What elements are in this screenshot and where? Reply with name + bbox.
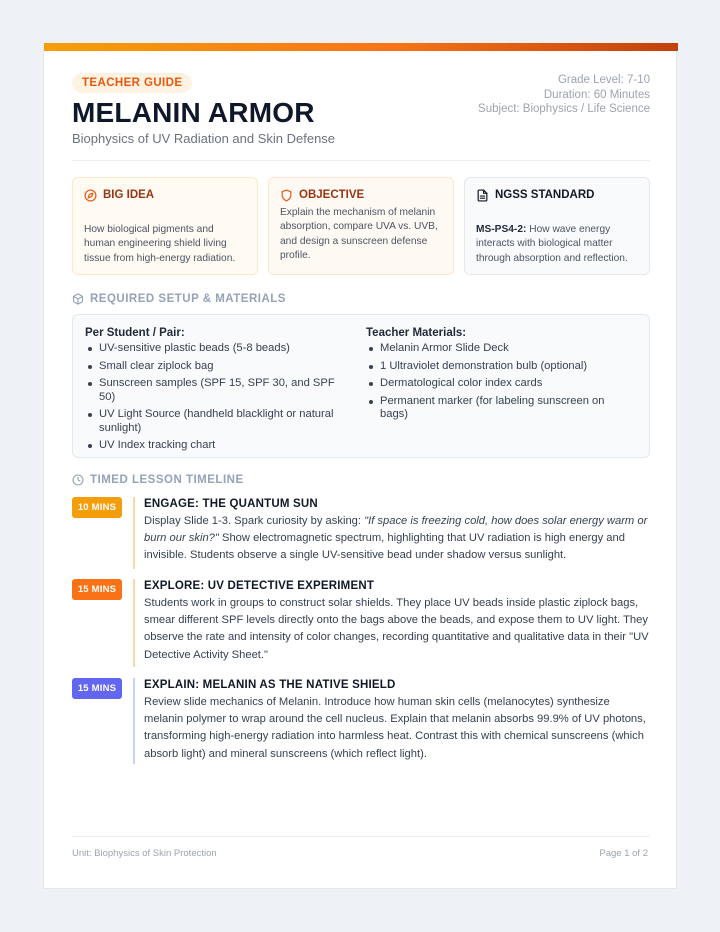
teacher-materials-heading: Teacher Materials: (366, 327, 467, 339)
big-idea-text: How biological pigments and human engineering shield living tissue from high-energy radiation. (84, 224, 236, 264)
compass-icon (84, 189, 97, 202)
ngss-code: MS-PS4-2: (476, 224, 527, 235)
timeline-section-label: TIMED LESSON TIMELINE (72, 474, 244, 486)
objective-heading: OBJECTIVE (299, 189, 365, 201)
timeline-item-explore (72, 579, 650, 667)
big-idea-heading: BIG IDEA (103, 189, 155, 201)
footer-divider (72, 836, 650, 837)
timeline-title: EXPLORE: UV DETECTIVE EXPERIMENT (144, 580, 375, 592)
document-icon (476, 189, 489, 202)
timeline-item-engage (72, 497, 650, 569)
timeline-line (133, 579, 135, 667)
ngss-card (464, 177, 650, 275)
duration-badge: 15 MINS (72, 678, 122, 699)
ngss-heading: NGSS STANDARD (495, 189, 595, 201)
grade-level: Grade Level: 7-10 (557, 74, 650, 86)
list-item: 1 Ultraviolet demonstration bulb (optional) (366, 360, 631, 374)
timeline-item-explain (72, 678, 650, 764)
shield-icon (280, 189, 293, 202)
materials-box (72, 314, 650, 458)
student-materials-heading: Per Student / Pair: (85, 327, 185, 339)
list-item: Dermatological color index cards (366, 377, 631, 391)
duration: Duration: 60 Minutes (543, 88, 650, 101)
list-item: UV Index tracking chart (85, 439, 350, 453)
timeline-text: Students work in groups to construct solar shields. They place UV beads inside plastic ziplock bags, smear different SPF levels directly onto the bags above the beads, and expose them to UV light. They observe the rate and intensity of color changes, recording quantitative and qualitative data in their "UV Detective Activity Sheet." (144, 597, 649, 661)
timeline-text: Display Slide 1-3. Spark curiosity by asking: "If space is freezing cold, how does solar energy warm or burn our skin?" Show electromagnetic spectrum, highlighting that UV radiation is high energy and invisible. Students observe a single UV-sensitive bead under shadow versus sunlight. (144, 515, 648, 562)
list-item: Sunscreen samples (SPF 15, SPF 30, and SPF 50) (85, 377, 350, 404)
objective-card (268, 177, 454, 275)
subject: Subject: Biophysics / Life Science (478, 103, 650, 115)
list-item: Permanent marker (for labeling sunscreen on bags) (366, 395, 631, 422)
timeline-title: ENGAGE: THE QUANTUM SUN (144, 498, 318, 510)
list-item: UV-sensitive plastic beads (5-8 beads) (85, 342, 350, 356)
footer-unit: Unit: Biophysics of Skin Protection (72, 848, 217, 859)
materials-section-label: REQUIRED SETUP & MATERIALS (72, 293, 286, 305)
ngss-description: How wave energy interacts with biological matter through absorption and reflection. (476, 224, 628, 264)
timeline-line (133, 497, 135, 569)
list-item: Melanin Armor Slide Deck (366, 342, 631, 356)
lesson-page (43, 43, 677, 889)
quote-text: "If space is freezing cold, how does solar energy warm or burn our skin?" (144, 515, 648, 545)
big-idea-card (72, 177, 258, 275)
student-materials (85, 327, 350, 457)
duration-badge: 15 MINS (72, 579, 122, 600)
page-subtitle: Biophysics of UV Radiation and Skin Defense (72, 131, 336, 146)
accent-bar (44, 43, 678, 51)
duration-badge: 10 MINS (72, 497, 122, 518)
box-icon (72, 293, 84, 305)
footer-page-number: Page 1 of 2 (599, 848, 648, 859)
page-title: MELANIN ARMOR (72, 97, 315, 128)
teacher-guide-badge: TEACHER GUIDE (72, 73, 192, 93)
ngss-text (476, 223, 638, 266)
teacher-materials (366, 327, 631, 426)
objective-text: Explain the mechanism of melanin absorption, compare UVA vs. UVB, and design a sunscreen defense profile. (280, 207, 438, 262)
lesson-meta (478, 73, 650, 117)
list-item: Small clear ziplock bag (85, 360, 350, 374)
timeline-line (133, 678, 135, 764)
page-header (72, 73, 650, 161)
list-item: UV Light Source (handheld blacklight or natural sunlight) (85, 408, 350, 435)
clock-icon (72, 474, 84, 486)
timeline-title: EXPLAIN: MELANIN AS THE NATIVE SHIELD (144, 679, 396, 691)
timeline-text: Review slide mechanics of Melanin. Introduce how human skin cells (melanocytes) synthesize melanin polymer to wrap around the cell nucleus. Explain that melanin absorbs 99.9% of UV photons, transforming high-energy radiation into harmless heat. Contrast this with chemical sunscreens (which absorb light) and mineral sunscreens (which reflect light). (144, 696, 646, 760)
summary-cards (72, 177, 650, 275)
